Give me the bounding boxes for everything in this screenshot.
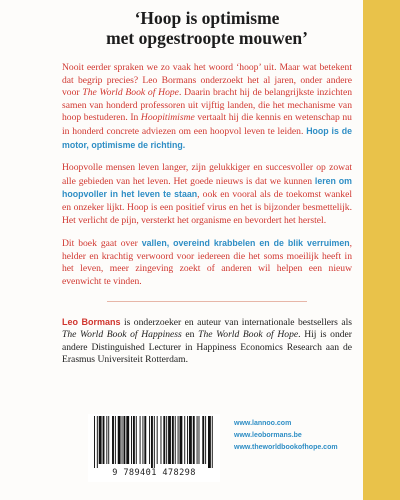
barcode-bar — [197, 416, 198, 464]
barcode-number: 9 789401 478298 — [112, 468, 196, 478]
barcode-bar — [175, 416, 176, 464]
intro-text-b: . Daarin bracht hij de belangrijkste inzichten samen van honderd professoren uit vijftig landen, die het mechanisme van hoop bestuderen. In — [62, 87, 353, 124]
benefits-text-b: , ook en vooral als de toekomst wankel en onzeker lijkt. Hoop is een positief virus en het is bijzonder besmettelijk. Het verlicht de pijn, versterkt het organisme en bevordert het herstel. — [62, 189, 353, 226]
link-lannoo[interactable]: www.lannoo.com — [234, 420, 292, 427]
barcode-bar — [172, 416, 174, 464]
barcode-bar — [126, 416, 129, 464]
intro-highlight: Hoop is de motor, optimisme de richting. — [62, 125, 352, 150]
barcode-bar — [99, 416, 102, 464]
barcode-bar — [154, 416, 155, 468]
about-book-paragraph — [62, 237, 352, 288]
barcode-bar — [178, 416, 179, 464]
website-links — [234, 418, 364, 454]
bio-book-title-hope: The World Book of Hope — [198, 329, 299, 341]
about-highlight: vallen, overeind krabbelen en de blik verruimen — [141, 238, 350, 249]
barcode-bar — [202, 416, 204, 464]
barcode-bar — [187, 416, 188, 464]
barcode-bar — [180, 416, 183, 464]
barcode-bar — [151, 416, 153, 468]
quote-line-1: ‘Hoop is optimisme — [134, 8, 280, 28]
barcode-bar — [112, 416, 114, 464]
bio-text-c: . Hij is onder andere Distinguished Lecturer in Happiness Economics Research aan de Erasmus Universiteit Rotterdam. — [62, 329, 352, 366]
barcode-bar — [142, 416, 143, 464]
barcode-bar — [144, 416, 146, 464]
intro-text-a: Nooit eerder spraken we zo vaak het woord ‘hoop’ uit. Maar wat betekent dat begrip precies? Leo Bormans onderzoekt het al jaren, onder andere voor — [62, 62, 352, 99]
barcode-bar — [97, 416, 98, 468]
barcode-bars — [92, 416, 216, 468]
bio-text-b: en — [181, 329, 199, 341]
barcode-bar — [136, 416, 137, 464]
barcode-bar — [115, 416, 116, 464]
barcode-bar — [108, 416, 109, 464]
barcode-bar — [212, 416, 213, 468]
barcode-bar — [106, 416, 107, 464]
quote-line-2: met opgestroopte mouwen’ — [106, 28, 308, 48]
barcode-bar — [149, 416, 150, 464]
benefits-text-a: Hoopvolle mensen leven langer, zijn gelukkiger en succesvoller op zowat alle gebieden van het leven. Het goede nieuws is dat we kunnen — [62, 162, 352, 187]
intro-book-title-hope: The World Book of Hope — [82, 87, 179, 99]
intro-paragraph — [62, 62, 352, 152]
author-bio — [62, 316, 352, 367]
isbn-barcode — [88, 414, 220, 482]
barcode-bar — [122, 416, 123, 464]
barcode-bar — [123, 416, 125, 464]
barcode-bar — [140, 416, 141, 464]
barcode-bar — [157, 416, 158, 464]
link-worldbookofhope[interactable]: www.theworldbookofhope.com — [234, 444, 338, 451]
bio-book-title-happiness: The World Book of Happiness — [62, 329, 182, 341]
benefits-highlight: leren om hoopvoller in het leven te staan — [62, 175, 352, 200]
barcode-bar — [161, 416, 162, 464]
barcode-bar — [184, 416, 185, 464]
barcode-bar — [118, 416, 121, 464]
intro-text-c: vertaalt hij die kennis en wetenschap nu in honderd concrete adviezen om een hoopvol leven te leiden. — [62, 112, 352, 137]
cover-text-block — [62, 8, 352, 367]
barcode-bar — [205, 416, 206, 464]
barcode-bar — [189, 416, 192, 464]
bio-text-a: is onderzoeker en auteur van internationale bestsellers als — [120, 316, 353, 328]
intro-book-title-hoopitimisme: Hoopitimisme — [140, 112, 195, 124]
benefits-paragraph — [62, 162, 352, 227]
barcode-bar — [168, 416, 171, 464]
barcode-bar — [166, 416, 167, 464]
barcode-bar — [163, 416, 165, 464]
barcode-bar — [208, 416, 211, 468]
link-leobormans[interactable]: www.leobormans.be — [234, 432, 302, 439]
author-name: Leo Bormans — [62, 316, 121, 327]
barcode-bar — [133, 416, 135, 464]
barcode-bar — [131, 416, 132, 464]
cover-quote-heading — [62, 8, 352, 48]
barcode-bar — [94, 416, 95, 468]
spine-color-band — [363, 0, 400, 500]
barcode-bar — [193, 416, 195, 464]
barcode-bar — [199, 416, 200, 464]
about-text-b: , helder en krachtig verwoord voor iedereen die het soms moeilijk heeft in het leven, meer zingeving zoekt of anderen wil helpen een nieuw evenwicht te vinden. — [62, 238, 353, 287]
section-divider — [107, 301, 307, 302]
barcode-bar — [103, 416, 105, 464]
about-text-a: Dit boek gaat over — [62, 238, 142, 250]
